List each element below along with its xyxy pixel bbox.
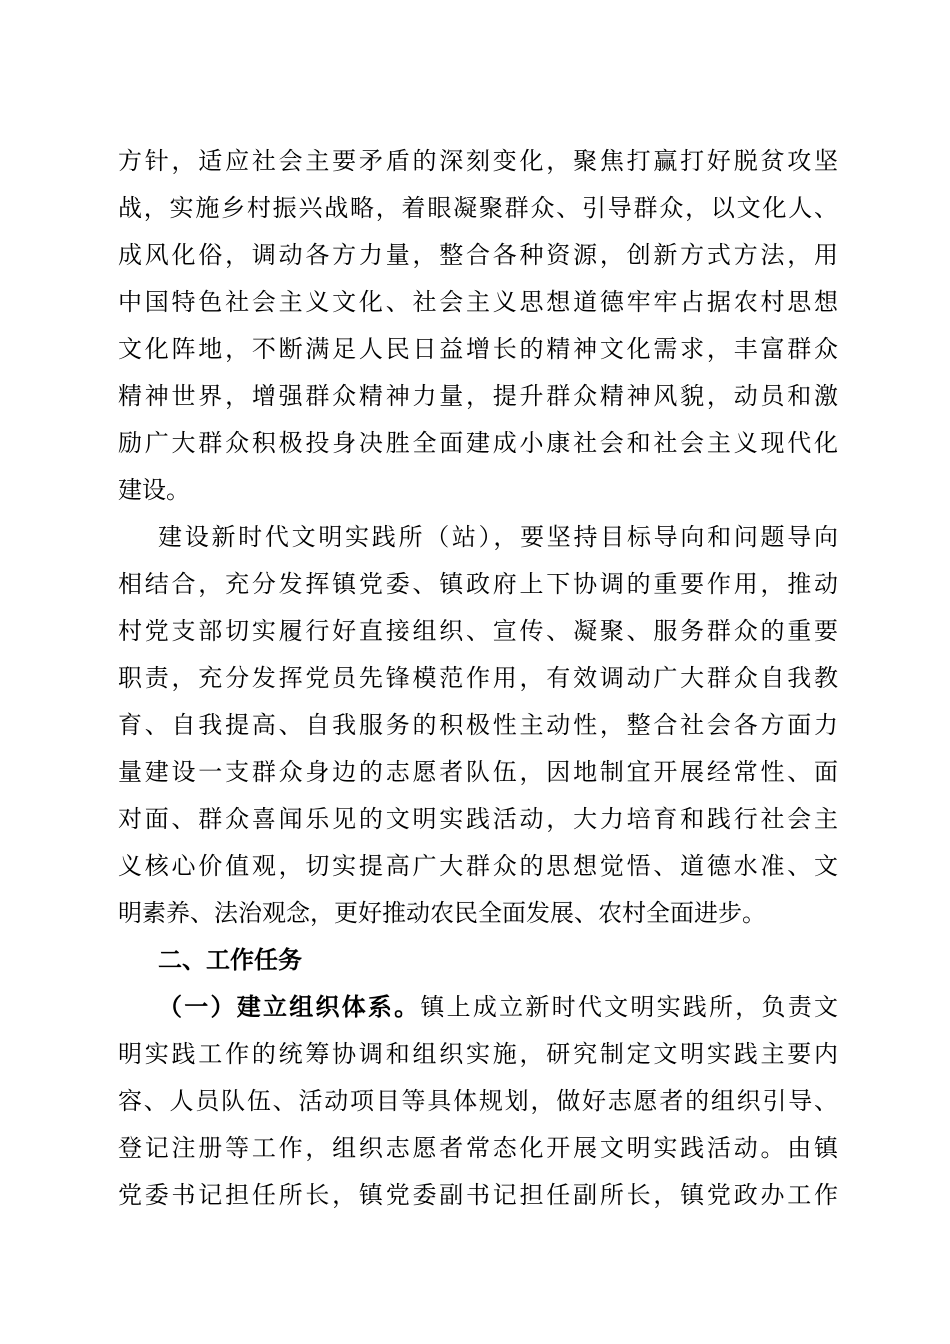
paragraph1-line: 方针，适应社会主要矛盾的深刻变化，聚焦打赢打好脱贫攻坚	[118, 147, 838, 175]
paragraph1-line: 励广大群众积极投身决胜全面建成小康社会和社会主义现代化	[118, 429, 838, 457]
paragraph2-line: 明素养、法治观念，更好推动农民全面发展、农村全面进步。	[118, 899, 766, 927]
paragraph3-first-line-rest: 镇上成立新时代文明实践所，负责文	[420, 993, 839, 1021]
document-body	[118, 138, 838, 1219]
paragraph1-line: 文化阵地，不断满足人民日益增长的精神文化需求，丰富群众	[118, 335, 838, 363]
paragraph3-line: 容、人员队伍、活动项目等具体规划，做好志愿者的组织引导、	[118, 1087, 838, 1115]
subsection-lead: （一）建立组织体系。	[158, 993, 421, 1021]
paragraph2-line: 育、自我提高、自我服务的积极性主动性，整合社会各方面力	[118, 711, 838, 739]
paragraph2-line: 职责，充分发挥党员先锋模范作用，有效调动广大群众自我教	[118, 664, 838, 692]
paragraph3-first-line	[118, 984, 838, 1031]
paragraph1-line: 建设。	[118, 476, 190, 504]
paragraph1-line: 战，实施乡村振兴战略，着眼凝聚群众、引导群众，以文化人、	[118, 194, 838, 222]
paragraph2-line: 对面、群众喜闻乐见的文明实践活动，大力培育和践行社会主	[118, 805, 838, 833]
paragraph2-line: 义核心价值观，切实提高广大群众的思想觉悟、道德水准、文	[118, 852, 838, 880]
section-heading: 二、工作任务	[158, 946, 302, 974]
paragraph3-line: 党委书记担任所长，镇党委副书记担任副所长，镇党政办工作	[118, 1181, 838, 1209]
paragraph3-line: 明实践工作的统筹协调和组织实施，研究制定文明实践主要内	[118, 1040, 838, 1068]
paragraph2-line: 量建设一支群众身边的志愿者队伍，因地制宜开展经常性、面	[118, 758, 838, 786]
paragraph1-line: 成风化俗，调动各方力量，整合各种资源，创新方式方法，用	[118, 241, 838, 269]
paragraph2-line: 建设新时代文明实践所（站），要坚持目标导向和问题导向	[158, 523, 838, 551]
paragraph1-line: 精神世界，增强群众精神力量，提升群众精神风貌，动员和激	[118, 382, 838, 410]
paragraph2-line: 村党支部切实履行好直接组织、宣传、凝聚、服务群众的重要	[118, 617, 838, 645]
paragraph2-line: 相结合，充分发挥镇党委、镇政府上下协调的重要作用，推动	[118, 570, 838, 598]
paragraph1-line: 中国特色社会主义文化、社会主义思想道德牢牢占据农村思想	[118, 288, 838, 316]
paragraph3-line: 登记注册等工作，组织志愿者常态化开展文明实践活动。由镇	[118, 1134, 838, 1162]
